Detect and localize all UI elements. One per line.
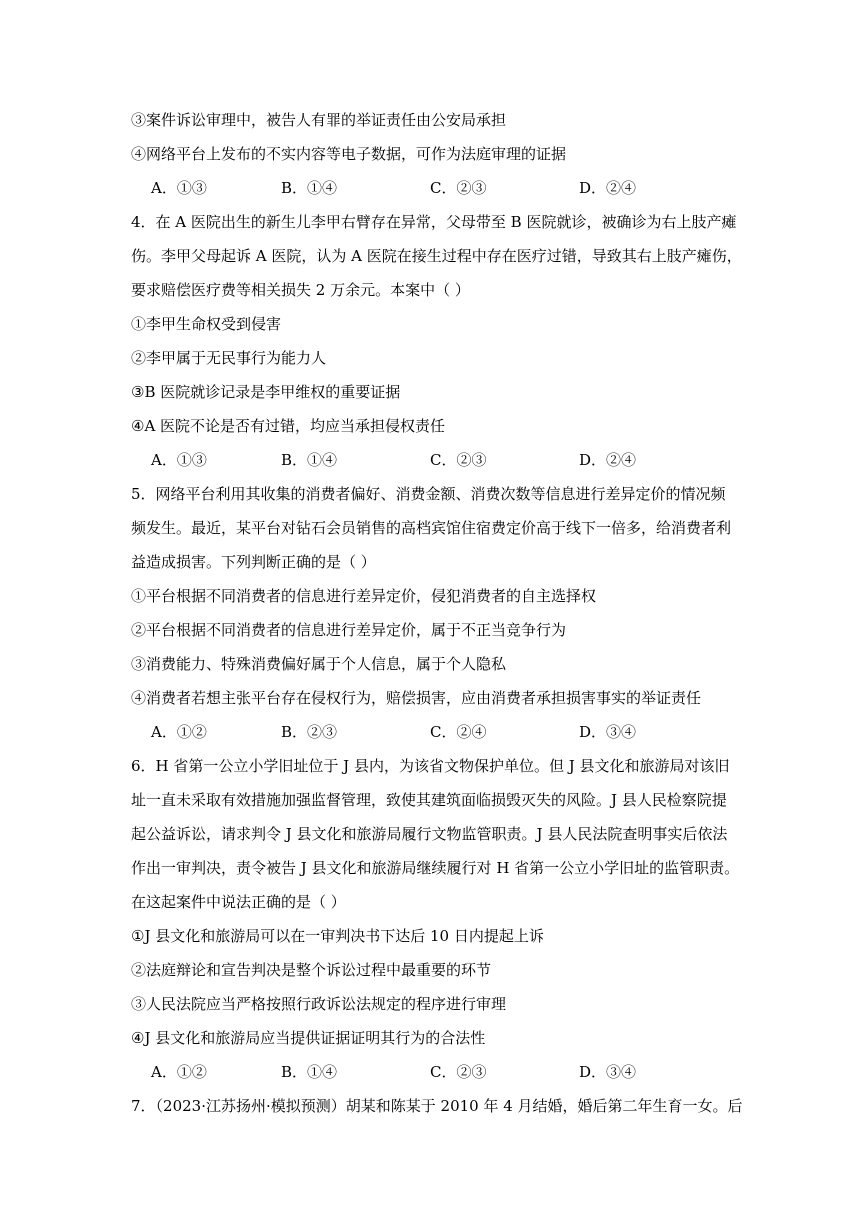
q3-option-a: A．①③ bbox=[151, 179, 207, 197]
q6-option-c: C．②③ bbox=[430, 1063, 487, 1081]
q7-stem-line-1: 7．（2023·江苏扬州·模拟预测）胡某和陈某于 2010 年 4 月结婚，婚后第二年生育一女。后 bbox=[131, 1097, 743, 1115]
q4-stem-line-1: 4．在 A 医院出生的新生儿李甲右臂存在异常，父母带至 B 医院就诊，被确诊为右上肢产瘫 bbox=[131, 213, 737, 231]
q6-item-3: ③人民法院应当严格按照行政诉讼法规定的程序进行审理 bbox=[131, 995, 507, 1013]
q5-option-b: B．②③ bbox=[281, 723, 338, 741]
q5-stem-line-1: 5．网络平台利用其收集的消费者偏好、消费金额、消费次数等信息进行差异定价的情况频 bbox=[131, 485, 726, 503]
q6-stem-line-1: 6．H 省第一公立小学旧址位于 J 县内，为该省文物保护单位。但 J 县文化和旅游局对该旧 bbox=[131, 757, 730, 775]
q5-options bbox=[151, 721, 751, 743]
q4-item-1: ①李甲生命权受到侵害 bbox=[131, 315, 282, 333]
q5-item-2: ②平台根据不同消费者的信息进行差异定价，属于不正当竞争行为 bbox=[131, 621, 567, 639]
q3-options bbox=[151, 177, 751, 199]
q4-option-a: A．①③ bbox=[151, 451, 207, 469]
q6-stem-line-2: 址一直未采取有效措施加强监督管理，致使其建筑面临损毁灭失的风险。J 县人民检察院提 bbox=[131, 791, 727, 809]
q5-option-a: A．①② bbox=[151, 723, 207, 741]
q5-item-4: ④消费者若想主张平台存在侵权行为，赔偿损害，应由消费者承担损害事实的举证责任 bbox=[131, 689, 702, 707]
q6-stem-line-4: 作出一审判决，责令被告 J 县文化和旅游局继续履行对 H 省第一公立小学旧址的监管职责。 bbox=[131, 859, 740, 877]
q6-item-2: ②法庭辩论和宣告判决是整个诉讼过程中最重要的环节 bbox=[131, 961, 492, 979]
q5-stem-line-2: 频发生。最近，某平台对钻石会员销售的高档宾馆住宿费定价高于线下一倍多，给消费者利 bbox=[131, 519, 732, 537]
q4-options bbox=[151, 449, 751, 471]
q6-item-1: ①J 县文化和旅游局可以在一审判决书下达后 10 日内提起上诉 bbox=[131, 927, 544, 945]
q5-stem-line-3: 益造成损害。下列判断正确的是（ ） bbox=[131, 553, 376, 571]
q3-option-d: D．②④ bbox=[579, 179, 637, 197]
q4-option-c: C．②③ bbox=[430, 451, 487, 469]
q4-stem-line-2: 伤。李甲父母起诉 A 医院，认为 A 医院在接生过程中存在医疗过错，导致其右上肢产瘫伤， bbox=[131, 247, 742, 265]
q6-option-b: B．①④ bbox=[281, 1063, 338, 1081]
q4-option-b: B．①④ bbox=[281, 451, 338, 469]
q3-item-4: ④网络平台上发布的不实内容等电子数据，可作为法庭审理的证据 bbox=[131, 145, 567, 163]
q5-option-c: C．②④ bbox=[430, 723, 487, 741]
q4-item-2: ②李甲属于无民事行为能力人 bbox=[131, 349, 327, 367]
q3-option-c: C．②③ bbox=[430, 179, 487, 197]
q6-stem-line-5: 在这起案件中说法正确的是（ ） bbox=[131, 893, 346, 911]
q4-option-d: D．②④ bbox=[579, 451, 637, 469]
q6-stem-line-3: 起公益诉讼，请求判令 J 县文化和旅游局履行文物监管职责。J 县人民法院查明事实后依法 bbox=[131, 825, 728, 843]
q6-options bbox=[151, 1061, 751, 1083]
q6-option-a: A．①② bbox=[151, 1063, 207, 1081]
q6-option-d: D．③④ bbox=[579, 1063, 637, 1081]
q4-stem-line-3: 要求赔偿医疗费等相关损失 2 万余元。本案中（ ） bbox=[131, 281, 470, 299]
q4-item-3: ③B 医院就诊记录是李甲维权的重要证据 bbox=[131, 383, 401, 401]
q3-option-b: B．①④ bbox=[281, 179, 338, 197]
q6-item-4: ④J 县文化和旅游局应当提供证据证明其行为的合法性 bbox=[131, 1029, 486, 1047]
q5-item-1: ①平台根据不同消费者的信息进行差异定价，侵犯消费者的自主选择权 bbox=[131, 587, 597, 605]
q5-option-d: D．③④ bbox=[579, 723, 637, 741]
q5-item-3: ③消费能力、特殊消费偏好属于个人信息，属于个人隐私 bbox=[131, 655, 507, 673]
q4-item-4: ④A 医院不论是否有过错，均应当承担侵权责任 bbox=[131, 417, 446, 435]
q3-item-3: ③案件诉讼审理中，被告人有罪的举证责任由公安局承担 bbox=[131, 111, 507, 129]
